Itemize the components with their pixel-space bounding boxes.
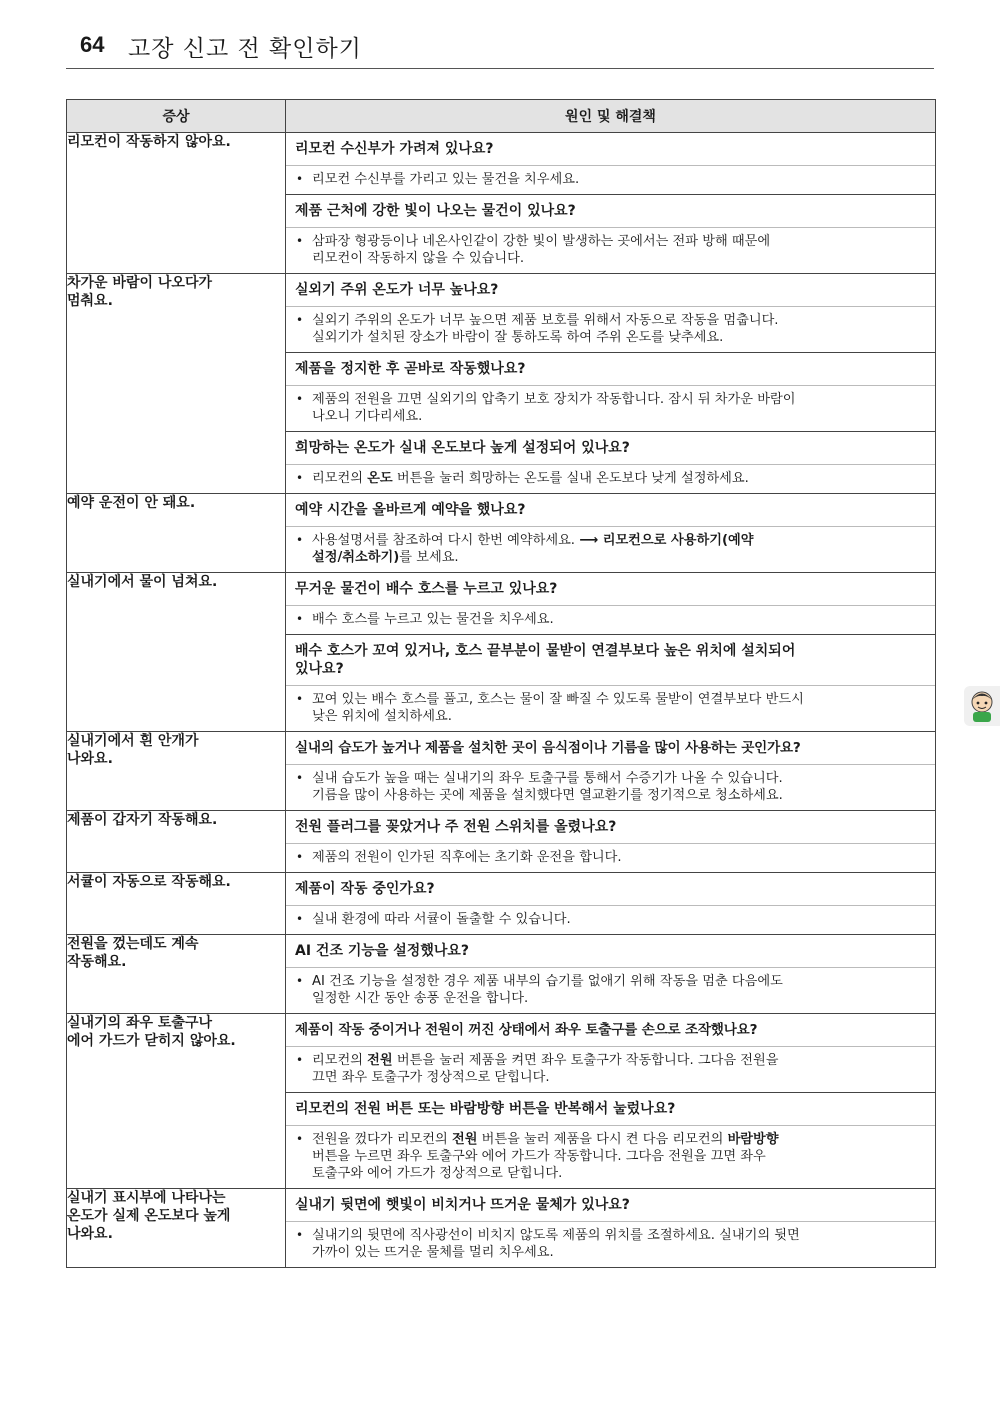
cause-cell — [286, 494, 936, 573]
table-row — [67, 133, 936, 274]
cause-title: AI 건조 기능을 설정했나요? — [295, 943, 470, 959]
cause-block — [286, 935, 935, 1013]
cause-cell — [286, 873, 936, 935]
solution-text: • 제품의 전원이 인가된 직후에는 초기화 운전을 합니다. — [296, 850, 622, 865]
cause-title: 제품이 작동 중인가요? — [295, 881, 435, 897]
cause-block — [286, 352, 935, 431]
cause-block — [286, 1189, 935, 1267]
solution-text: • 배수 호스를 누르고 있는 물건을 치우세요. — [296, 612, 554, 627]
cause-cell — [286, 1014, 936, 1189]
symptom-cell: 제품이 갑자기 작동해요. — [67, 811, 286, 873]
solution-text: • 리모컨의 온도 버튼을 눌러 희망하는 온도를 실내 온도보다 낮게 설정하세요. — [296, 471, 749, 486]
solution-text: • 제품의 전원을 끄면 실외기의 압축기 보호 장치가 작동합니다. 잠시 뒤 차가운 바람이 나오니 기다리세요. — [296, 392, 796, 424]
solution-text: • 실내 습도가 높을 때는 실내기의 좌우 토출구를 통해서 수증기가 나올 수 있습니다. 기름을 많이 사용하는 곳에 제품을 설치했다면 열교환기를 정기적으로 청소하세요. — [296, 771, 783, 803]
solution-text: • 리모컨 수신부를 가리고 있는 물건을 치우세요. — [296, 172, 580, 187]
table-row — [67, 573, 936, 732]
table-row — [67, 732, 936, 811]
arrow-icon: ⟶ — [579, 533, 599, 548]
cause-title: 배수 호스가 꼬여 있거나, 호스 끝부분이 물받이 연결부보다 높은 위치에 설치되어 있나요? — [295, 643, 796, 677]
symptom-cell: 서큘이 자동으로 작동해요. — [67, 873, 286, 935]
cause-block — [286, 494, 935, 572]
cause-title: 전원 플러그를 꽂았거나 주 전원 스위치를 올렸나요? — [295, 819, 617, 835]
character-face-icon — [967, 689, 997, 723]
cause-cell — [286, 935, 936, 1014]
page-header — [66, 28, 934, 69]
cause-title: 실외기 주위 온도가 너무 높나요? — [295, 282, 499, 298]
cause-block — [286, 431, 935, 493]
table-row — [67, 873, 936, 935]
solution-text: • 실외기 주위의 온도가 너무 높으면 제품 보호를 위해서 자동으로 작동을 멈춥니다. 실외기가 설치된 장소가 바람이 잘 통하도록 하여 주위 온도를 낮추세요. — [296, 313, 779, 345]
solution-text: • 실내 환경에 따라 서큘이 돌출할 수 있습니다. — [296, 912, 571, 927]
cause-cell — [286, 811, 936, 873]
symptom-cell: 실내기에서 물이 넘쳐요. — [67, 573, 286, 732]
cause-block — [286, 732, 935, 810]
troubleshooting-table — [66, 99, 936, 1268]
cause-block — [286, 194, 935, 273]
cause-block — [286, 573, 935, 634]
symptom-cell: 리모컨이 작동하지 않아요. — [67, 133, 286, 274]
symptom-cell: 전원을 껐는데도 계속 작동해요. — [67, 935, 286, 1014]
cause-block — [286, 1092, 935, 1188]
solution-text: • 삼파장 형광등이나 네온사인같이 강한 빛이 발생하는 곳에서는 전파 방해 때문에 리모컨이 작동하지 않을 수 있습니다. — [296, 234, 771, 266]
cause-cell — [286, 573, 936, 732]
solution-text: • 사용설명서를 참조하여 다시 한번 예약하세요. ⟶ 리모컨으로 사용하기(예약 설정/취소하기)를 보세요. — [296, 533, 754, 565]
cause-block — [286, 811, 935, 872]
solution-text: • 꼬여 있는 배수 호스를 풀고, 호스는 물이 잘 빠질 수 있도록 물받이 연결부보다 반드시 낮은 위치에 설치하세요. — [296, 692, 804, 724]
table-header-row — [67, 100, 936, 133]
table-row — [67, 1014, 936, 1189]
cause-title: 리모컨 수신부가 가려져 있나요? — [295, 141, 494, 157]
cause-block — [286, 133, 935, 194]
solution-text: • AI 건조 기능을 설정한 경우 제품 내부의 습기를 없애기 위해 작동을 멈춘 다음에도 일정한 시간 동안 송풍 운전을 합니다. — [296, 974, 783, 1006]
cause-cell — [286, 732, 936, 811]
cause-cell — [286, 1189, 936, 1268]
cause-cell — [286, 133, 936, 274]
cause-title: 제품 근처에 강한 빛이 나오는 물건이 있나요? — [295, 203, 576, 219]
symptom-cell: 실내기 표시부에 나타나는 온도가 실제 온도보다 높게 나와요. — [67, 1189, 286, 1268]
cause-block — [286, 274, 935, 352]
symptom-cell: 실내기의 좌우 토출구나 에어 가드가 닫히지 않아요. — [67, 1014, 286, 1189]
cause-title: 실내기 뒷면에 햇빛이 비치거나 뜨거운 물체가 있나요? — [295, 1197, 630, 1213]
cause-block — [286, 634, 935, 731]
cause-block — [286, 1014, 935, 1092]
cause-title: 예약 시간을 올바르게 예약을 했나요? — [295, 502, 526, 518]
table-row — [67, 935, 936, 1014]
solution-text: • 전원을 껐다가 리모컨의 전원 버튼을 눌러 제품을 다시 켠 다음 리모컨의 바람방향 버튼을 누르면 좌우 토출구와 에어 가드가 작동합니다. 그다음 전원을 끄면 좌우 토출구와 에어 가드가 정상적으로 닫힙니다. — [296, 1132, 779, 1181]
symptom-cell: 예약 운전이 안 돼요. — [67, 494, 286, 573]
cause-title: 무거운 물건이 배수 호스를 누르고 있나요? — [295, 581, 558, 597]
cause-title: 제품을 정지한 후 곧바로 작동했나요? — [295, 361, 526, 377]
column-header-symptom: 증상 — [67, 100, 286, 133]
cause-title: 리모컨의 전원 버튼 또는 바람방향 버튼을 반복해서 눌렀나요? — [295, 1101, 676, 1117]
symptom-cell: 차가운 바람이 나오다가 멈춰요. — [67, 274, 286, 494]
table-row — [67, 494, 936, 573]
solution-text: • 리모컨의 전원 버튼을 눌러 제품을 켜면 좌우 토출구가 작동합니다. 그다음 전원을 끄면 좌우 토출구가 정상적으로 닫힙니다. — [296, 1053, 779, 1085]
table-row — [67, 274, 936, 494]
cause-title: 희망하는 온도가 실내 온도보다 높게 설정되어 있나요? — [295, 440, 630, 456]
page-title: 고장 신고 전 확인하기 — [128, 36, 362, 62]
page-number: 64 — [80, 32, 105, 57]
column-header-cause: 원인 및 해결책 — [286, 100, 936, 133]
cause-block — [286, 873, 935, 934]
table-row — [67, 1189, 936, 1268]
cause-title: 실내의 습도가 높거나 제품을 설치한 곳이 음식점이나 기름을 많이 사용하는 곳인가요? — [295, 740, 801, 756]
symptom-cell: 실내기에서 흰 안개가 나와요. — [67, 732, 286, 811]
cause-title: 제품이 작동 중이거나 전원이 꺼진 상태에서 좌우 토출구를 손으로 조작했나요? — [295, 1022, 758, 1038]
solution-text: • 실내기의 뒷면에 직사광선이 비치지 않도록 제품의 위치를 조절하세요. 실내기의 뒷면 가까이 있는 뜨거운 물체를 멀리 치우세요. — [296, 1228, 800, 1260]
table-row — [67, 811, 936, 873]
cause-cell — [286, 274, 936, 494]
side-tab[interactable] — [964, 686, 1000, 726]
